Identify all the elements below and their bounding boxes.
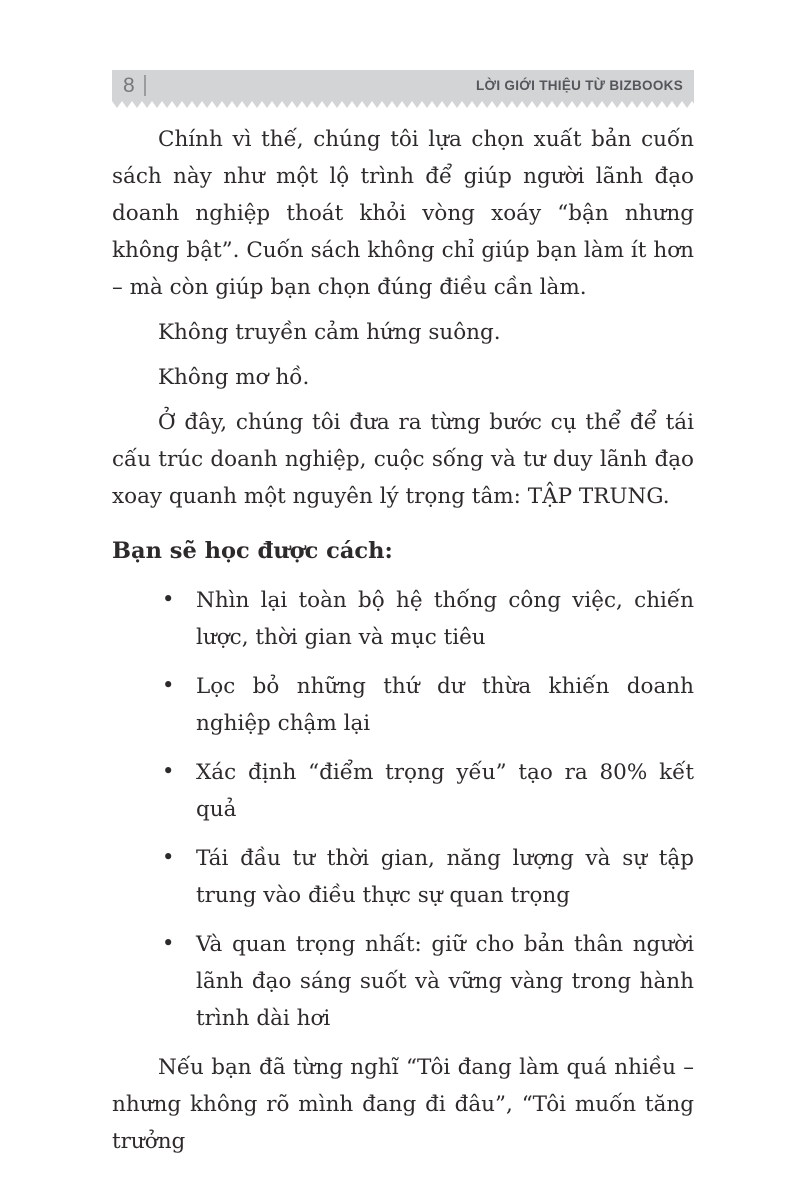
section-heading: Bạn sẽ học được cách: — [112, 538, 393, 564]
paragraph: Nếu bạn đã từng nghĩ “Tôi đang làm quá nhiều – nhưng không rõ mình đang đi đâu”, “Tôi muốn tăng trưởng — [112, 1055, 694, 1154]
page-header — [112, 70, 694, 101]
list-item: • Nhìn lại toàn bộ hệ thống công việc, chiến lược, thời gian và mục tiêu — [196, 582, 694, 656]
list-item: • Xác định “điểm trọng yếu” tạo ra 80% kết quả — [196, 754, 694, 828]
paragraph: Không mơ hồ. — [158, 365, 310, 390]
body-text-column — [112, 121, 694, 1160]
running-header-title: LỜI GIỚI THIỆU TỪ BIZBOOKS — [475, 77, 683, 93]
list-item: • Và quan trọng nhất: giữ cho bản thân người lãnh đạo sáng suốt và vững vàng trong hành trình dài hơi — [196, 926, 694, 1037]
paragraph: Ở đây, chúng tôi đưa ra từng bước cụ thể để tái cấu trúc doanh nghiệp, cuộc sống và tư duy lãnh đạo xoay quanh một nguyên lý trọng tâm: TẬP TRUNG. — [112, 410, 694, 509]
learning-points-list — [112, 582, 694, 1037]
list-item: • Lọc bỏ những thứ dư thừa khiến doanh nghiệp chậm lại — [196, 668, 694, 742]
list-item: • Tái đầu tư thời gian, năng lượng và sự tập trung vào điều thực sự quan trọng — [196, 840, 694, 914]
paragraph: Chính vì thế, chúng tôi lựa chọn xuất bản cuốn sách này như một lộ trình để giúp người lãnh đạo doanh nghiệp thoát khỏi vòng xoáy “bận nhưng không bật”. Cuốn sách không chỉ giúp bạn làm ít hơn – mà còn giúp bạn chọn đúng điều cần làm. — [112, 127, 694, 300]
page-number-divider — [144, 75, 146, 96]
page-number-block — [123, 75, 146, 96]
paragraph: Không truyền cảm hứng suông. — [158, 320, 501, 345]
page-number: 8 — [123, 74, 135, 97]
header-zigzag-edge — [112, 101, 694, 108]
